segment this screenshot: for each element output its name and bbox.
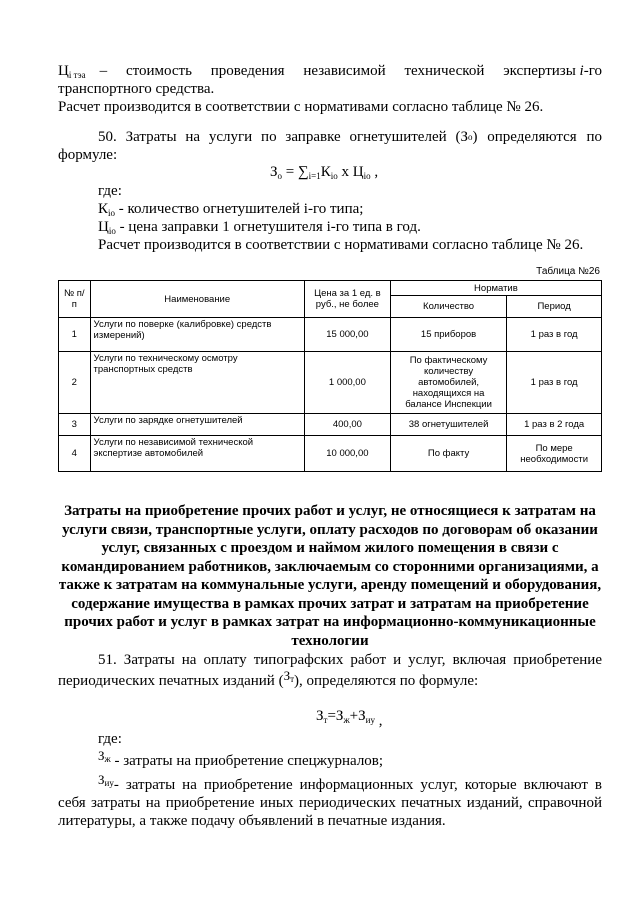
header-name: Наименование bbox=[90, 281, 304, 318]
text-line: Расчет производится в соответствии с нормативами согласно таблице № 26. bbox=[58, 99, 544, 115]
text-line: транспортного средства. bbox=[58, 81, 215, 97]
text-line: $Ц_{io}$ - цена заправки 1 огнетушителя i-го типа в год. bbox=[98, 219, 421, 236]
paragraph-51-line1: 51. Затраты на оплату типографских работ и услуг, включая приобретение bbox=[98, 652, 602, 668]
text-line: где: bbox=[98, 183, 122, 199]
table-caption: Таблица №26 bbox=[536, 266, 600, 277]
header-qty: Количество bbox=[390, 296, 506, 318]
text-line: Расчет производится в соответствии с нормативами согласно таблице № 26. bbox=[98, 237, 584, 253]
header-price: Цена за 1 ед. в руб., не более bbox=[304, 281, 390, 318]
table-row: 4 Услуги по независимой технической экспертизе автомобилей 10 000,00 По факту По мере необходимости bbox=[59, 436, 602, 472]
table-row: 3 Услуги по зарядке огнетушителей 400,00 38 огнетушителей 1 раз в 2 года bbox=[59, 414, 602, 436]
text-line: себя затраты на приобретение иных периодических печатных изданий, справочной bbox=[58, 795, 602, 811]
text-line: Зж - затраты на приобретение спецжурналов; bbox=[98, 748, 384, 769]
header-period: Период bbox=[507, 296, 602, 318]
text-line: где: bbox=[98, 731, 122, 747]
formula-50: $З_о = \sum_{i=1}К_{io}$ х $Ц_{io}$ , bbox=[270, 164, 379, 181]
paragraph-50-line1: 50. Затраты на услуги по заправке огнетушителей (З о ) определяются по bbox=[98, 129, 602, 145]
text-line: $К_{io}$ - количество огнетушителей i-го типа; bbox=[98, 201, 364, 218]
text-line: периодических печатных изданий (Зт), определяются по формуле: bbox=[58, 668, 479, 689]
table-26 bbox=[58, 280, 602, 472]
text-line: формуле: bbox=[58, 147, 118, 163]
section-heading: Затраты на приобретение прочих работ и услуг, не относящиеся к затратам на услуги связи, транспортные услуги, оплату расходов по договорам об оказании услуг, связанных с проездом и наймом жилого помещения в связи с командированием работников, заключаемым со сторонними организациями, а также к затратам на коммунальные услуги, аренду помещений и оборудования, содержание имущества в рамках прочих затрат и затратам на приобретение прочих работ и услуг в рамках затрат на информационно-коммуникационные технологии bbox=[58, 503, 602, 649]
table-header-row bbox=[59, 281, 602, 296]
header-norm: Норматив bbox=[390, 281, 601, 296]
text-line: Зиу - затраты на приобретение информационных услуг, которые включают в bbox=[98, 772, 602, 793]
table-row: 1 Услуги по поверке (калибровке) средств измерений) 15 000,00 15 приборов 1 раз в год bbox=[59, 318, 602, 352]
text-line: литературы, а также подачу объявлений в печатные издания. bbox=[58, 813, 446, 829]
header-num: № п/п bbox=[59, 281, 91, 318]
table-row: 2 Услуги по техническому осмотру транспортных средств 1 000,00 По фактическому количеству автомобилей, находящихся на балансе Инспекции 1 раз в год bbox=[59, 352, 602, 414]
text-line: $Ц_{i тэа}$ – стоимость проведения независимой технической экспертизы i-го bbox=[58, 63, 602, 80]
formula-51: $З_т=З_ж+З_{иу}$ , bbox=[316, 708, 383, 729]
